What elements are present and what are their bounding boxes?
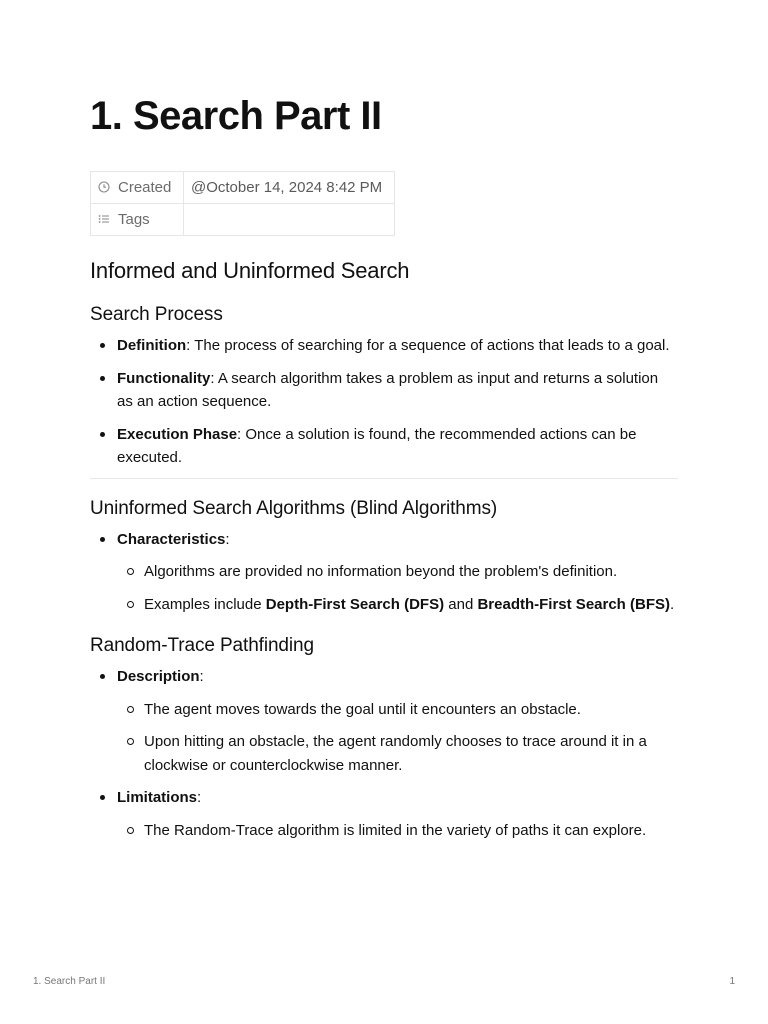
characteristics-colon: :	[225, 530, 230, 548]
list-item	[90, 786, 678, 842]
examples-suffix: .	[670, 595, 675, 613]
properties-table	[90, 171, 395, 236]
term-description: Description	[117, 668, 200, 685]
tags-property-label	[91, 204, 184, 236]
tags-value	[184, 204, 395, 236]
heading-search-process: Search Process	[90, 304, 223, 325]
created-label: Created	[118, 179, 172, 196]
search-process-list	[90, 334, 678, 470]
term-bfs: Breadth-First Search (BFS)	[477, 595, 671, 613]
examples-and: and	[444, 595, 478, 613]
term-characteristics: Characteristics	[117, 530, 226, 548]
list-item	[90, 367, 678, 414]
limitations-sublist	[117, 819, 678, 843]
sublist-item	[117, 593, 678, 617]
definition-text: : The process of searching for a sequence of actions that leads to a goal.	[186, 337, 670, 354]
heading-uninformed-algorithms: Uninformed Search Algorithms (Blind Algorithms)	[90, 497, 498, 519]
sublist-item: The Random-Trace algorithm is limited in the variety of paths it can explore.	[117, 819, 678, 843]
heading-informed-uninformed: Informed and Uninformed Search	[90, 258, 410, 283]
term-functionality: Functionality	[117, 369, 211, 387]
created-property-row	[91, 172, 395, 204]
description-sublist	[117, 698, 678, 778]
random-trace-list	[90, 665, 678, 842]
list-item	[90, 665, 678, 777]
tags-property-row	[91, 204, 395, 236]
list-icon	[98, 213, 110, 225]
page-title: 1. Search Part II	[90, 94, 382, 138]
description-colon: :	[199, 668, 204, 685]
uninformed-list	[90, 528, 678, 617]
execution-phase-text: : Once a solution is found, the recommended actions can be executed.	[117, 425, 637, 466]
sublist-item: Algorithms are provided no information beyond the problem's definition.	[117, 560, 678, 584]
sublist-item: Upon hitting an obstacle, the agent randomly chooses to trace around it in a clockwise or counterclockwise manner.	[117, 730, 678, 777]
page-content	[90, 255, 678, 842]
list-item	[90, 423, 678, 470]
examples-prefix: Examples include	[144, 595, 266, 613]
list-item	[90, 528, 678, 617]
characteristics-sublist	[117, 560, 678, 616]
footer-doc-title: 1. Search Part II	[33, 976, 106, 987]
term-dfs: Depth-First Search (DFS)	[265, 595, 445, 613]
list-item	[90, 334, 678, 358]
footer-page-number: 1	[729, 976, 735, 987]
sublist-item: The agent moves towards the goal until it encounters an obstacle.	[117, 698, 678, 722]
heading-random-trace: Random-Trace Pathfinding	[90, 635, 314, 656]
created-value: @October 14, 2024 8:42 PM	[184, 172, 395, 204]
functionality-text: : A search algorithm takes a problem as input and returns a solution as an action sequence.	[117, 369, 659, 410]
term-limitations: Limitations	[117, 789, 198, 806]
tags-label: Tags	[118, 211, 150, 228]
clock-icon	[98, 181, 110, 193]
limitations-colon: :	[197, 789, 202, 806]
term-definition: Definition	[117, 337, 187, 354]
term-execution-phase: Execution Phase	[117, 425, 238, 443]
divider	[90, 478, 678, 479]
created-property-label	[91, 172, 184, 204]
